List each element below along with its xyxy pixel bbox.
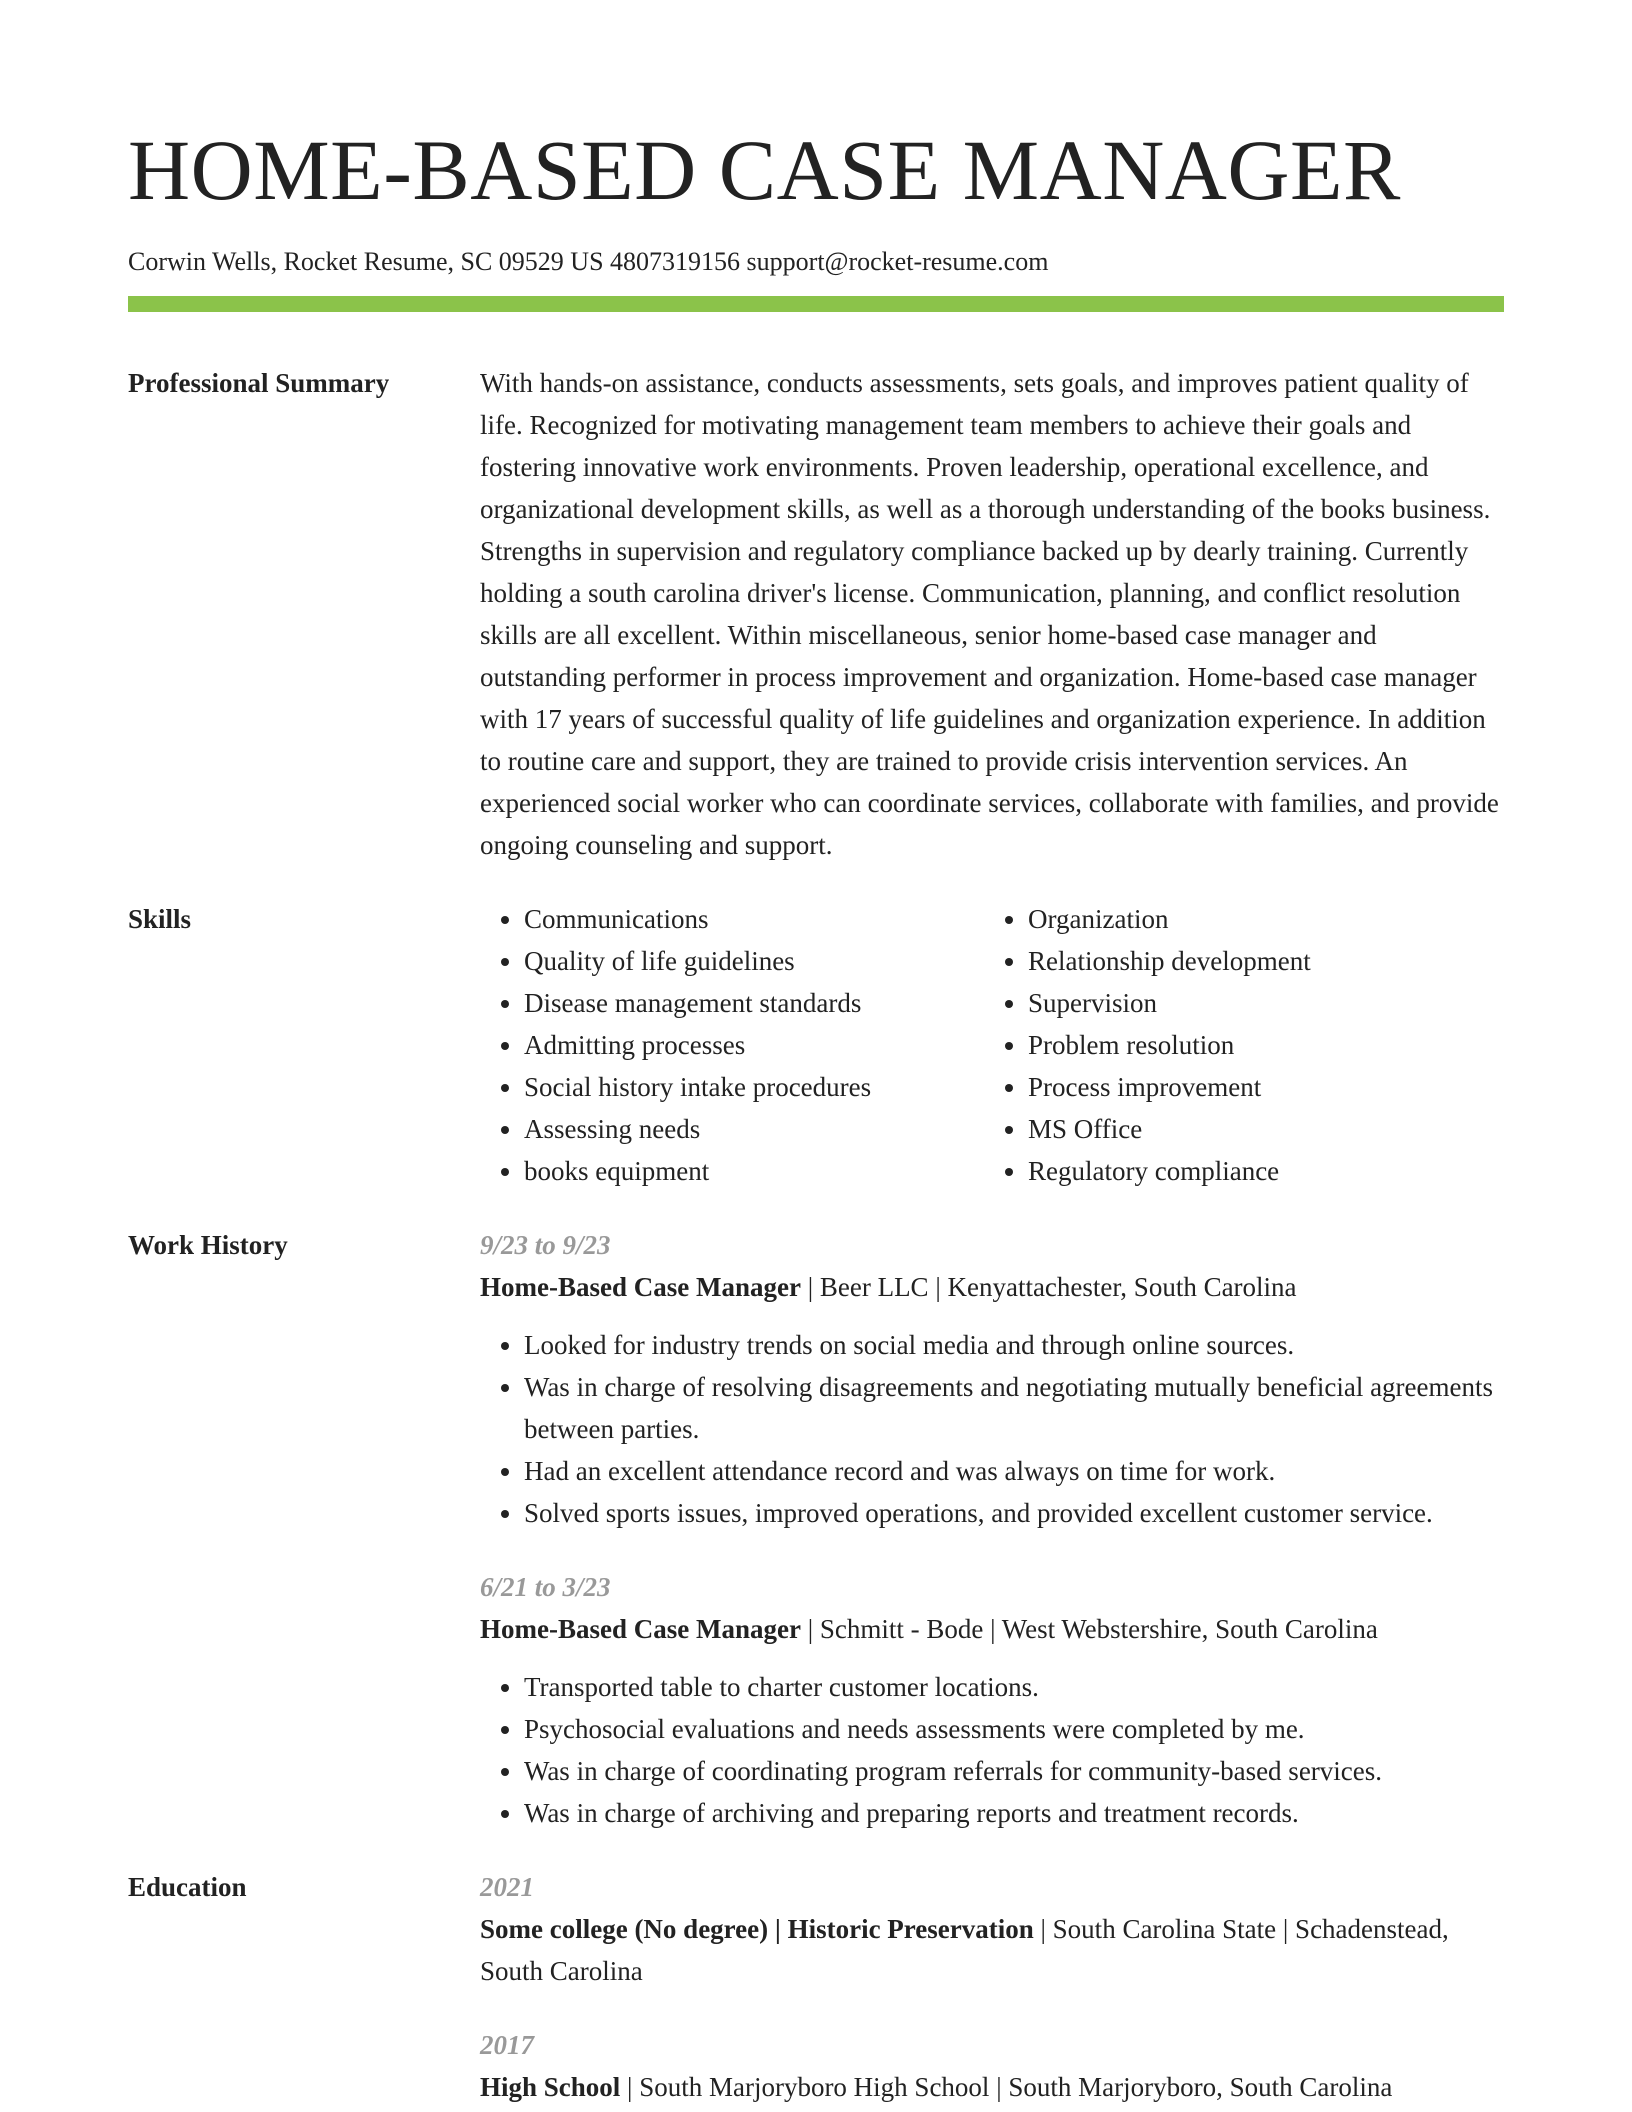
job-entry xyxy=(480,1224,1504,1534)
skill-item: • books equipment xyxy=(524,1150,984,1192)
job-bullet: • Had an excellent attendance record and was always on time for work. xyxy=(524,1450,1504,1492)
resume-page xyxy=(128,120,1504,2108)
education-line xyxy=(480,2066,1504,2108)
skills-list-right xyxy=(984,898,1488,1192)
education-entry xyxy=(480,2024,1504,2108)
job-title: Home-Based Case Manager xyxy=(480,1272,801,1302)
job-bullets xyxy=(480,1666,1504,1834)
job-bullet: • Was in charge of archiving and preparing reports and treatment records. xyxy=(524,1792,1504,1834)
job-details: | Beer LLC | Kenyattachester, South Carolina xyxy=(800,1272,1297,1302)
summary-text: With hands-on assistance, conducts assessments, sets goals, and improves patient quality of life. Recognized for motivating management team members to achieve their goals and fostering innovative work environments. Proven leadership, operational excellence, and organizational development skills, as well as a thorough understanding of the books business. Strengths in supervision and regulatory compliance backed up by dearly training. Currently holding a south carolina driver's license. Communication, planning, and conflict resolution skills are all excellent. Within miscellaneous, senior home-based case manager and outstanding performer in process improvement and organization. Home-based case manager with 17 years of successful quality of life guidelines and organization experience. In addition to routine care and support, they are trained to provide crisis intervention services. An experienced social worker who can coordinate services, collaborate with families, and provide ongoing counseling and support. xyxy=(480,368,1499,860)
job-date: 6/21 to 3/23 xyxy=(480,1572,611,1602)
education-line xyxy=(480,1908,1504,1992)
summary-section xyxy=(128,362,1504,866)
job-bullet: • Solved sports issues, improved operations, and provided excellent customer service. xyxy=(524,1492,1504,1534)
job-role-line xyxy=(480,1608,1504,1650)
skill-item: • Communications xyxy=(524,898,984,940)
job-bullet: • Transported table to charter customer locations. xyxy=(524,1666,1504,1708)
skill-item: • MS Office xyxy=(1028,1108,1488,1150)
skill-item: • Admitting processes xyxy=(524,1024,984,1066)
job-bullets xyxy=(480,1324,1504,1534)
job-entry xyxy=(480,1566,1504,1834)
accent-divider xyxy=(128,296,1504,312)
education-degree: High School xyxy=(480,2072,621,2102)
skill-item: • Assessing needs xyxy=(524,1108,984,1150)
skills-list-left xyxy=(480,898,984,1192)
skill-item: • Process improvement xyxy=(1028,1066,1488,1108)
skill-item: • Relationship development xyxy=(1028,940,1488,982)
skill-item: • Regulatory compliance xyxy=(1028,1150,1488,1192)
section-label-work: Work History xyxy=(128,1230,288,1260)
section-label-summary: Professional Summary xyxy=(128,368,390,398)
section-label-education: Education xyxy=(128,1872,247,1902)
job-details: | Schmitt - Bode | West Webstershire, South Carolina xyxy=(800,1614,1378,1644)
section-label-skills: Skills xyxy=(128,904,192,934)
resume-title: HOME-BASED CASE MANAGER xyxy=(128,122,1401,218)
skill-item: • Supervision xyxy=(1028,982,1488,1024)
education-section xyxy=(128,1866,1504,2108)
education-details: | South Carolina State | Schadenstead, South Carolina xyxy=(480,1914,1449,1986)
skill-item: • Disease management standards xyxy=(524,982,984,1024)
education-details: | South Marjoryboro High School | South Marjoryboro, South Carolina xyxy=(620,2072,1393,2102)
job-role-line xyxy=(480,1266,1504,1308)
skill-item: • Problem resolution xyxy=(1028,1024,1488,1066)
education-date: 2017 xyxy=(480,2030,534,2060)
skill-item: • Social history intake procedures xyxy=(524,1066,984,1108)
job-bullet: • Was in charge of resolving disagreements and negotiating mutually beneficial agreements between parties. xyxy=(524,1366,1504,1450)
education-entry xyxy=(480,1866,1504,1992)
contact-line: Corwin Wells, Rocket Resume, SC 09529 US 4807319156 support@rocket-resume.com xyxy=(128,247,1049,276)
skill-item: • Organization xyxy=(1028,898,1488,940)
job-bullet: • Psychosocial evaluations and needs assessments were completed by me. xyxy=(524,1708,1504,1750)
skill-item: • Quality of life guidelines xyxy=(524,940,984,982)
job-bullet: • Was in charge of coordinating program referrals for community-based services. xyxy=(524,1750,1504,1792)
job-date: 9/23 to 9/23 xyxy=(480,1230,611,1260)
job-title: Home-Based Case Manager xyxy=(480,1614,801,1644)
work-history-section xyxy=(128,1224,1504,1834)
education-date: 2021 xyxy=(480,1872,534,1902)
skills-section xyxy=(128,898,1504,1192)
education-degree: Some college (No degree) | Historic Preservation xyxy=(480,1914,1034,1944)
job-bullet: • Looked for industry trends on social media and through online sources. xyxy=(524,1324,1504,1366)
